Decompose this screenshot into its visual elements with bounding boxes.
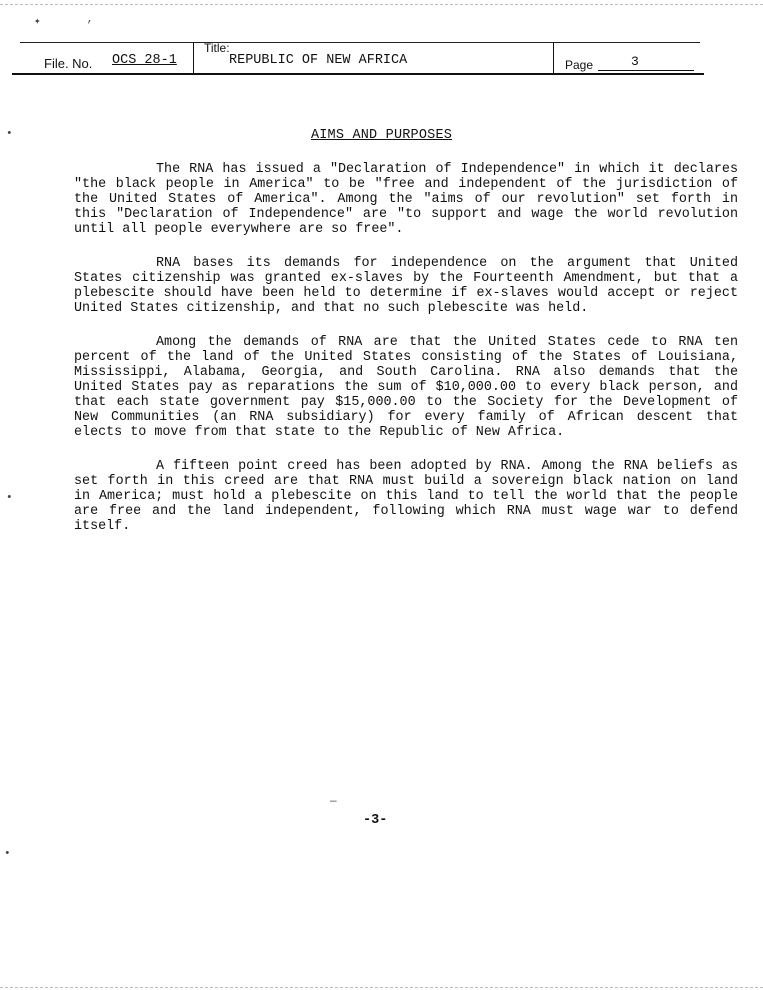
scan-speck: • — [6, 128, 13, 140]
header-divider-2 — [553, 42, 554, 73]
document-title: REPUBLIC OF NEW AFRICA — [229, 53, 408, 68]
paragraph: RNA bases its demands for independence on the argument that United States citizenship was granted ex-slaves by the Fourteenth Amendment, but that a plebescite should have been held to determine if ex-slaves would accept or reject United States citizenship, and that no such plebescite was held. — [74, 256, 738, 316]
document-body — [74, 162, 738, 553]
page-underline — [598, 70, 694, 71]
paragraph: Among the demands of RNA are that the United States cede to RNA ten percent of the land of the United States consisting of the States of Louisiana, Mississippi, Alabama, Georgia, and South Carolina. RNA also demands that the United States pay as reparations the sum of $10,000.00 to every black person, and that each state government pay $15,000.00 to the Society for the Development of New Communities (an RNA subsidiary) for every family of African descent that elects to move from that state to the Republic of New Africa. — [74, 335, 738, 440]
header-bottom-rule — [12, 73, 704, 75]
file-number: OCS 28-1 — [112, 53, 177, 68]
scan-speck: ✦ — [34, 16, 41, 28]
page-number-field: 3 — [631, 54, 639, 69]
bottom-edge — [0, 987, 763, 988]
scan-speck: ’ — [86, 20, 93, 32]
page-label: Page — [565, 58, 594, 72]
paragraph: A fifteen point creed has been adopted by RNA. Among the RNA beliefs as set forth in this creed are that RNA must build a sovereign black nation on land in America; must hold a plebescite on this land to tell the world that the people are free and the land independent, following which RNA must wage war to defend itself. — [74, 459, 738, 534]
header-divider-1 — [193, 42, 194, 73]
scan-speck: • — [4, 848, 11, 860]
scan-speck: — — [330, 796, 337, 808]
scan-speck: • — [6, 492, 13, 504]
title-label: Title: — [204, 41, 230, 55]
section-heading: AIMS AND PURPOSES — [310, 128, 453, 143]
header-top-rule — [20, 42, 700, 43]
document-header — [0, 0, 763, 80]
file-number-label: File. No. — [44, 56, 93, 71]
paragraph: The RNA has issued a "Declaration of Independence" in which it declares "the black people in America" to be "free and independent of the jurisdiction of the United States of America". Among the "aims of our revolution" set forth in this "Declaration of Independence" are "to support and wage the world revolution until all people everywhere are so free". — [74, 162, 738, 237]
footer-page-number: -3- — [363, 813, 388, 828]
